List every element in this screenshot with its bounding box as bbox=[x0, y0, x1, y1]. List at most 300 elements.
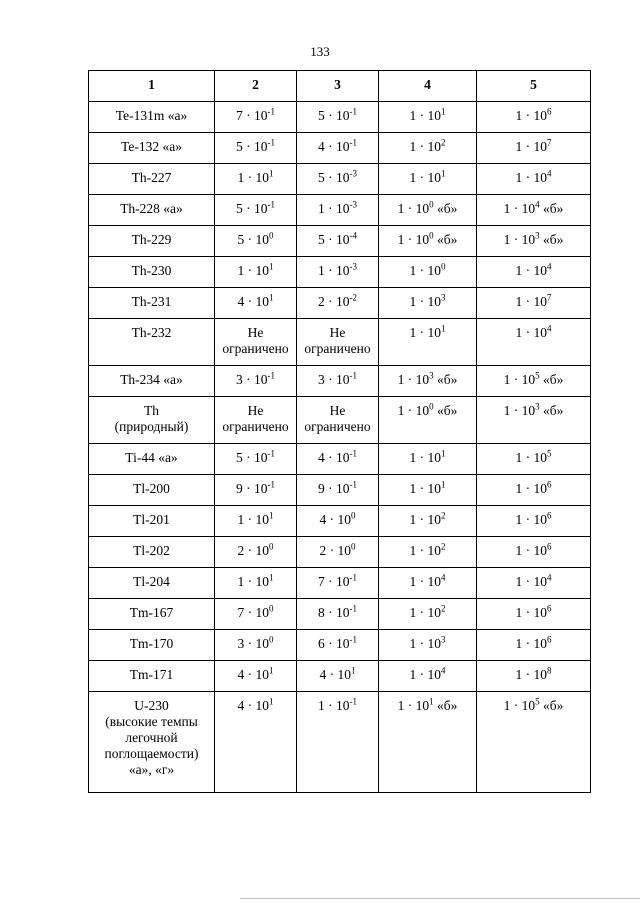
value-cell-c2 bbox=[215, 599, 297, 630]
value-mantissa: 1 · 10 bbox=[515, 667, 547, 682]
column-header: 4 bbox=[379, 71, 477, 102]
value-footnote: «б» bbox=[539, 698, 564, 713]
value-mantissa: 1 · 10 bbox=[409, 481, 441, 496]
value-cell-c3 bbox=[297, 568, 379, 599]
table-row bbox=[89, 102, 591, 133]
nuclide-cell bbox=[89, 288, 215, 319]
value-cell-c2 bbox=[215, 397, 297, 444]
nuclide-name-line: Th-231 bbox=[131, 294, 172, 309]
nuclide-cell bbox=[89, 133, 215, 164]
value-mantissa: 1 · 10 bbox=[515, 450, 547, 465]
value-mantissa: 4 · 10 bbox=[237, 294, 269, 309]
value-footnote: «б» bbox=[539, 232, 564, 247]
value-mantissa: 1 · 10 bbox=[515, 574, 547, 589]
value-cell-c2 bbox=[215, 537, 297, 568]
nuclide-cell bbox=[89, 195, 215, 226]
value-cell-c2 bbox=[215, 102, 297, 133]
value-exponent: -4 bbox=[349, 230, 357, 241]
value-cell-c5 bbox=[477, 692, 591, 793]
value-exponent: 4 bbox=[547, 572, 552, 583]
value-cell-c3 bbox=[297, 397, 379, 444]
value-cell-c2 bbox=[215, 630, 297, 661]
value-cell-c3 bbox=[297, 133, 379, 164]
value-exponent: -1 bbox=[267, 137, 275, 148]
value-mantissa: 5 · 10 bbox=[237, 232, 269, 247]
value-exponent: -1 bbox=[349, 479, 357, 490]
value-exponent: -1 bbox=[267, 199, 275, 210]
value-exponent: 0 bbox=[429, 230, 434, 241]
value-mantissa: 1 · 10 bbox=[409, 170, 441, 185]
value-mantissa: 5 · 10 bbox=[318, 170, 350, 185]
value-exponent: 6 bbox=[547, 479, 552, 490]
scan-artifact-line bbox=[240, 898, 640, 899]
value-cell-c5 bbox=[477, 397, 591, 444]
value-cell-c2 bbox=[215, 475, 297, 506]
value-exponent: 1 bbox=[441, 106, 446, 117]
nuclide-name-line: Tl-204 bbox=[133, 574, 170, 589]
value-cell-c3 bbox=[297, 475, 379, 506]
nuclide-name-line: Tl-202 bbox=[133, 543, 170, 558]
value-exponent: 6 bbox=[547, 603, 552, 614]
nuclide-cell bbox=[89, 506, 215, 537]
value-footnote: «б» bbox=[539, 403, 564, 418]
value-cell-c2 bbox=[215, 692, 297, 793]
value-cell-c4 bbox=[379, 319, 477, 366]
value-exponent: 6 bbox=[547, 510, 552, 521]
table-row bbox=[89, 630, 591, 661]
nuclide-name-line: Tm-170 bbox=[129, 636, 174, 651]
value-mantissa: 2 · 10 bbox=[319, 543, 351, 558]
nuclide-cell bbox=[89, 661, 215, 692]
value-exponent: 2 bbox=[441, 541, 446, 552]
value-footnote: «б» bbox=[539, 372, 564, 387]
value-cell-c5 bbox=[477, 133, 591, 164]
nuclide-cell bbox=[89, 692, 215, 793]
value-mantissa: 1 · 10 bbox=[409, 325, 441, 340]
value-mantissa: 1 · 10 bbox=[515, 139, 547, 154]
value-exponent: 4 bbox=[547, 261, 552, 272]
value-mantissa: 4 · 10 bbox=[319, 512, 351, 527]
value-exponent: 6 bbox=[547, 541, 552, 552]
value-exponent: -1 bbox=[267, 370, 275, 381]
value-text-line: Не bbox=[329, 325, 346, 340]
value-cell-c5 bbox=[477, 630, 591, 661]
value-cell-c3 bbox=[297, 195, 379, 226]
value-cell-c2 bbox=[215, 195, 297, 226]
value-exponent: -2 bbox=[349, 292, 357, 303]
value-exponent: 4 bbox=[547, 168, 552, 179]
table-row bbox=[89, 692, 591, 793]
value-mantissa: 1 · 10 bbox=[503, 232, 536, 247]
value-cell-c3 bbox=[297, 164, 379, 195]
value-cell-c2 bbox=[215, 506, 297, 537]
value-cell-c5 bbox=[477, 164, 591, 195]
nuclide-name-line: Th bbox=[144, 403, 159, 418]
value-cell-c3 bbox=[297, 257, 379, 288]
value-mantissa: 7 · 10 bbox=[318, 574, 350, 589]
nuclide-cell bbox=[89, 319, 215, 366]
value-cell-c2 bbox=[215, 319, 297, 366]
value-exponent: -1 bbox=[267, 448, 275, 459]
value-cell-c4 bbox=[379, 568, 477, 599]
value-cell-c4 bbox=[379, 288, 477, 319]
value-cell-c3 bbox=[297, 630, 379, 661]
value-exponent: 0 bbox=[441, 261, 446, 272]
table-row bbox=[89, 257, 591, 288]
value-cell-c5 bbox=[477, 319, 591, 366]
value-exponent: 1 bbox=[441, 168, 446, 179]
nuclide-cell bbox=[89, 630, 215, 661]
value-mantissa: 3 · 10 bbox=[318, 372, 350, 387]
value-cell-c4 bbox=[379, 102, 477, 133]
nuclide-name-line: (высокие темпы bbox=[105, 714, 198, 729]
value-footnote: «б» bbox=[433, 698, 458, 713]
value-text-line: ограничено bbox=[222, 341, 289, 356]
value-footnote: «б» bbox=[433, 372, 458, 387]
table-row bbox=[89, 537, 591, 568]
nuclide-name-line: Te-131m «а» bbox=[115, 108, 188, 123]
nuclide-name-line: «а», «г» bbox=[128, 762, 175, 777]
nuclide-name-line: Tm-167 bbox=[129, 605, 174, 620]
table-row bbox=[89, 506, 591, 537]
value-exponent: -3 bbox=[349, 199, 357, 210]
value-footnote: «б» bbox=[539, 201, 564, 216]
value-mantissa: 1 · 10 bbox=[409, 450, 441, 465]
value-exponent: -1 bbox=[267, 479, 275, 490]
nuclide-cell bbox=[89, 599, 215, 630]
value-cell-c3 bbox=[297, 537, 379, 568]
value-text-line: Не bbox=[329, 403, 346, 418]
value-exponent: 0 bbox=[351, 510, 356, 521]
value-mantissa: 1 · 10 bbox=[318, 263, 350, 278]
value-mantissa: 5 · 10 bbox=[318, 108, 350, 123]
value-exponent: 0 bbox=[351, 541, 356, 552]
nuclide-name-line: Th-229 bbox=[131, 232, 172, 247]
value-cell-c4 bbox=[379, 537, 477, 568]
value-cell-c3 bbox=[297, 692, 379, 793]
value-cell-c5 bbox=[477, 195, 591, 226]
value-mantissa: 3 · 10 bbox=[237, 636, 269, 651]
value-cell-c3 bbox=[297, 506, 379, 537]
value-exponent: 3 bbox=[441, 634, 446, 645]
table-row bbox=[89, 397, 591, 444]
value-exponent: -1 bbox=[349, 137, 357, 148]
value-exponent: -1 bbox=[349, 370, 357, 381]
value-exponent: -1 bbox=[349, 696, 357, 707]
value-cell-c5 bbox=[477, 599, 591, 630]
column-header: 5 bbox=[477, 71, 591, 102]
value-exponent: 0 bbox=[429, 401, 434, 412]
table-row bbox=[89, 195, 591, 226]
value-cell-c3 bbox=[297, 661, 379, 692]
value-mantissa: 1 · 10 bbox=[237, 263, 269, 278]
value-exponent: -1 bbox=[349, 448, 357, 459]
value-mantissa: 1 · 10 bbox=[515, 636, 547, 651]
value-cell-c2 bbox=[215, 568, 297, 599]
column-header: 3 bbox=[297, 71, 379, 102]
value-exponent: 1 bbox=[429, 696, 434, 707]
table-header-row bbox=[89, 71, 591, 102]
value-mantissa: 1 · 10 bbox=[409, 139, 441, 154]
nuclide-name-line: Th-230 bbox=[131, 263, 172, 278]
value-text-line: Не bbox=[247, 403, 264, 418]
value-cell-c4 bbox=[379, 475, 477, 506]
value-exponent: 3 bbox=[535, 230, 540, 241]
value-exponent: 4 bbox=[535, 199, 540, 210]
value-exponent: 2 bbox=[441, 137, 446, 148]
value-mantissa: 7 · 10 bbox=[236, 108, 268, 123]
value-exponent: 8 bbox=[547, 665, 552, 676]
table-row bbox=[89, 133, 591, 164]
value-exponent: -1 bbox=[349, 634, 357, 645]
table-row bbox=[89, 366, 591, 397]
value-mantissa: 1 · 10 bbox=[515, 481, 547, 496]
nuclide-name-line: (природный) bbox=[114, 419, 189, 434]
nuclide-cell bbox=[89, 257, 215, 288]
value-mantissa: 1 · 10 bbox=[515, 294, 547, 309]
value-cell-c5 bbox=[477, 288, 591, 319]
value-footnote: «б» bbox=[433, 403, 458, 418]
nuclide-cell bbox=[89, 102, 215, 133]
value-exponent: 7 bbox=[547, 292, 552, 303]
value-cell-c4 bbox=[379, 133, 477, 164]
value-mantissa: 2 · 10 bbox=[237, 543, 269, 558]
value-cell-c5 bbox=[477, 506, 591, 537]
value-cell-c4 bbox=[379, 164, 477, 195]
value-mantissa: 1 · 10 bbox=[397, 698, 430, 713]
nuclide-cell bbox=[89, 164, 215, 195]
value-mantissa: 2 · 10 bbox=[318, 294, 350, 309]
value-cell-c5 bbox=[477, 102, 591, 133]
value-mantissa: 1 · 10 bbox=[503, 698, 536, 713]
value-exponent: 1 bbox=[269, 665, 274, 676]
table-row bbox=[89, 226, 591, 257]
value-exponent: 1 bbox=[269, 168, 274, 179]
value-cell-c2 bbox=[215, 366, 297, 397]
table-row bbox=[89, 568, 591, 599]
value-exponent: 1 bbox=[269, 696, 274, 707]
value-cell-c2 bbox=[215, 661, 297, 692]
value-exponent: -1 bbox=[349, 572, 357, 583]
table-row bbox=[89, 288, 591, 319]
nuclide-name-line: Tl-200 bbox=[133, 481, 170, 496]
value-exponent: 3 bbox=[429, 370, 434, 381]
nuclide-name-line: Ti-44 «а» bbox=[125, 450, 178, 465]
value-cell-c5 bbox=[477, 444, 591, 475]
value-mantissa: 1 · 10 bbox=[515, 543, 547, 558]
value-cell-c4 bbox=[379, 257, 477, 288]
nuclide-cell bbox=[89, 568, 215, 599]
value-mantissa: 1 · 10 bbox=[397, 372, 430, 387]
column-header: 2 bbox=[215, 71, 297, 102]
value-cell-c4 bbox=[379, 692, 477, 793]
value-exponent: 5 bbox=[535, 696, 540, 707]
value-mantissa: 1 · 10 bbox=[237, 512, 269, 527]
value-cell-c3 bbox=[297, 288, 379, 319]
value-cell-c5 bbox=[477, 366, 591, 397]
value-mantissa: 9 · 10 bbox=[236, 481, 268, 496]
value-cell-c2 bbox=[215, 226, 297, 257]
column-header: 1 bbox=[89, 71, 215, 102]
value-exponent: 1 bbox=[441, 323, 446, 334]
nuclide-cell bbox=[89, 397, 215, 444]
value-cell-c3 bbox=[297, 319, 379, 366]
value-exponent: 0 bbox=[269, 603, 274, 614]
value-mantissa: 3 · 10 bbox=[236, 372, 268, 387]
value-exponent: 5 bbox=[547, 448, 552, 459]
value-exponent: 3 bbox=[441, 292, 446, 303]
value-mantissa: 5 · 10 bbox=[236, 450, 268, 465]
value-cell-c5 bbox=[477, 568, 591, 599]
value-mantissa: 4 · 10 bbox=[318, 139, 350, 154]
value-mantissa: 4 · 10 bbox=[237, 698, 269, 713]
value-cell-c4 bbox=[379, 630, 477, 661]
value-mantissa: 5 · 10 bbox=[236, 201, 268, 216]
value-mantissa: 8 · 10 bbox=[318, 605, 350, 620]
value-mantissa: 5 · 10 bbox=[318, 232, 350, 247]
value-cell-c4 bbox=[379, 195, 477, 226]
value-mantissa: 5 · 10 bbox=[236, 139, 268, 154]
value-text-line: ограничено bbox=[304, 341, 371, 356]
value-mantissa: 1 · 10 bbox=[503, 201, 536, 216]
value-cell-c5 bbox=[477, 226, 591, 257]
value-cell-c3 bbox=[297, 102, 379, 133]
value-cell-c3 bbox=[297, 366, 379, 397]
nuclide-name-line: легочной bbox=[125, 730, 178, 745]
value-exponent: 0 bbox=[429, 199, 434, 210]
value-exponent: 4 bbox=[441, 665, 446, 676]
value-mantissa: 1 · 10 bbox=[409, 294, 441, 309]
table-row bbox=[89, 164, 591, 195]
value-exponent: 4 bbox=[547, 323, 552, 334]
value-mantissa: 1 · 10 bbox=[409, 667, 441, 682]
table-row bbox=[89, 319, 591, 366]
value-mantissa: 1 · 10 bbox=[409, 543, 441, 558]
value-exponent: 1 bbox=[269, 292, 274, 303]
page-number: 133 bbox=[310, 44, 330, 59]
value-mantissa: 1 · 10 bbox=[409, 108, 441, 123]
value-mantissa: 1 · 10 bbox=[515, 325, 547, 340]
value-cell-c2 bbox=[215, 133, 297, 164]
value-cell-c4 bbox=[379, 661, 477, 692]
nuclide-name-line: Th-234 «а» bbox=[120, 372, 183, 387]
value-mantissa: 9 · 10 bbox=[318, 481, 350, 496]
value-mantissa: 1 · 10 bbox=[237, 170, 269, 185]
value-exponent: -1 bbox=[349, 603, 357, 614]
value-mantissa: 7 · 10 bbox=[237, 605, 269, 620]
value-cell-c5 bbox=[477, 257, 591, 288]
value-cell-c4 bbox=[379, 444, 477, 475]
value-exponent: 1 bbox=[269, 572, 274, 583]
value-cell-c5 bbox=[477, 661, 591, 692]
value-cell-c2 bbox=[215, 257, 297, 288]
value-mantissa: 1 · 10 bbox=[318, 201, 350, 216]
value-mantissa: 4 · 10 bbox=[319, 667, 351, 682]
value-exponent: 4 bbox=[441, 572, 446, 583]
value-mantissa: 1 · 10 bbox=[409, 512, 441, 527]
nuclide-table bbox=[88, 70, 591, 793]
value-cell-c2 bbox=[215, 164, 297, 195]
nuclide-cell bbox=[89, 475, 215, 506]
value-mantissa: 1 · 10 bbox=[397, 232, 430, 247]
nuclide-name-line: Th-227 bbox=[131, 170, 172, 185]
value-cell-c4 bbox=[379, 366, 477, 397]
value-mantissa: 6 · 10 bbox=[318, 636, 350, 651]
value-cell-c4 bbox=[379, 599, 477, 630]
value-exponent: -3 bbox=[349, 261, 357, 272]
value-exponent: 2 bbox=[441, 603, 446, 614]
value-mantissa: 4 · 10 bbox=[237, 667, 269, 682]
value-mantissa: 1 · 10 bbox=[409, 636, 441, 651]
nuclide-cell bbox=[89, 226, 215, 257]
value-exponent: 2 bbox=[441, 510, 446, 521]
value-cell-c3 bbox=[297, 599, 379, 630]
table-row bbox=[89, 444, 591, 475]
value-cell-c4 bbox=[379, 506, 477, 537]
value-exponent: -3 bbox=[349, 168, 357, 179]
value-exponent: 0 bbox=[269, 541, 274, 552]
value-mantissa: 4 · 10 bbox=[318, 450, 350, 465]
value-mantissa: 1 · 10 bbox=[318, 698, 350, 713]
nuclide-name-line: Th-232 bbox=[131, 325, 172, 340]
nuclide-name-line: U-230 bbox=[134, 698, 169, 713]
nuclide-cell bbox=[89, 444, 215, 475]
value-exponent: 1 bbox=[269, 261, 274, 272]
value-mantissa: 1 · 10 bbox=[503, 372, 536, 387]
value-mantissa: 1 · 10 bbox=[409, 605, 441, 620]
value-mantissa: 1 · 10 bbox=[515, 263, 547, 278]
value-mantissa: 1 · 10 bbox=[237, 574, 269, 589]
value-mantissa: 1 · 10 bbox=[409, 574, 441, 589]
nuclide-cell bbox=[89, 366, 215, 397]
value-cell-c2 bbox=[215, 444, 297, 475]
value-exponent: 6 bbox=[547, 106, 552, 117]
value-footnote: «б» bbox=[433, 201, 458, 216]
value-exponent: 1 bbox=[441, 448, 446, 459]
value-exponent: 1 bbox=[269, 510, 274, 521]
value-mantissa: 1 · 10 bbox=[397, 201, 430, 216]
value-mantissa: 1 · 10 bbox=[409, 263, 441, 278]
value-cell-c4 bbox=[379, 226, 477, 257]
value-exponent: 7 bbox=[547, 137, 552, 148]
nuclide-name-line: Tm-171 bbox=[129, 667, 174, 682]
value-exponent: 1 bbox=[441, 479, 446, 490]
value-exponent: 0 bbox=[269, 230, 274, 241]
value-cell-c5 bbox=[477, 537, 591, 568]
value-footnote: «б» bbox=[433, 232, 458, 247]
value-cell-c3 bbox=[297, 444, 379, 475]
value-mantissa: 1 · 10 bbox=[503, 403, 536, 418]
value-exponent: 6 bbox=[547, 634, 552, 645]
value-cell-c4 bbox=[379, 397, 477, 444]
value-cell-c5 bbox=[477, 475, 591, 506]
table-body bbox=[89, 102, 591, 793]
value-mantissa: 1 · 10 bbox=[515, 170, 547, 185]
table-row bbox=[89, 599, 591, 630]
value-exponent: -1 bbox=[267, 106, 275, 117]
value-text-line: ограничено bbox=[304, 419, 371, 434]
nuclide-cell bbox=[89, 537, 215, 568]
value-mantissa: 1 · 10 bbox=[515, 108, 547, 123]
table-row bbox=[89, 661, 591, 692]
value-exponent: -1 bbox=[349, 106, 357, 117]
value-text-line: Не bbox=[247, 325, 264, 340]
nuclide-name-line: Th-228 «а» bbox=[120, 201, 183, 216]
nuclide-name-line: Tl-201 bbox=[133, 512, 170, 527]
value-cell-c3 bbox=[297, 226, 379, 257]
nuclide-name-line: Te-132 «а» bbox=[121, 139, 182, 154]
value-cell-c2 bbox=[215, 288, 297, 319]
